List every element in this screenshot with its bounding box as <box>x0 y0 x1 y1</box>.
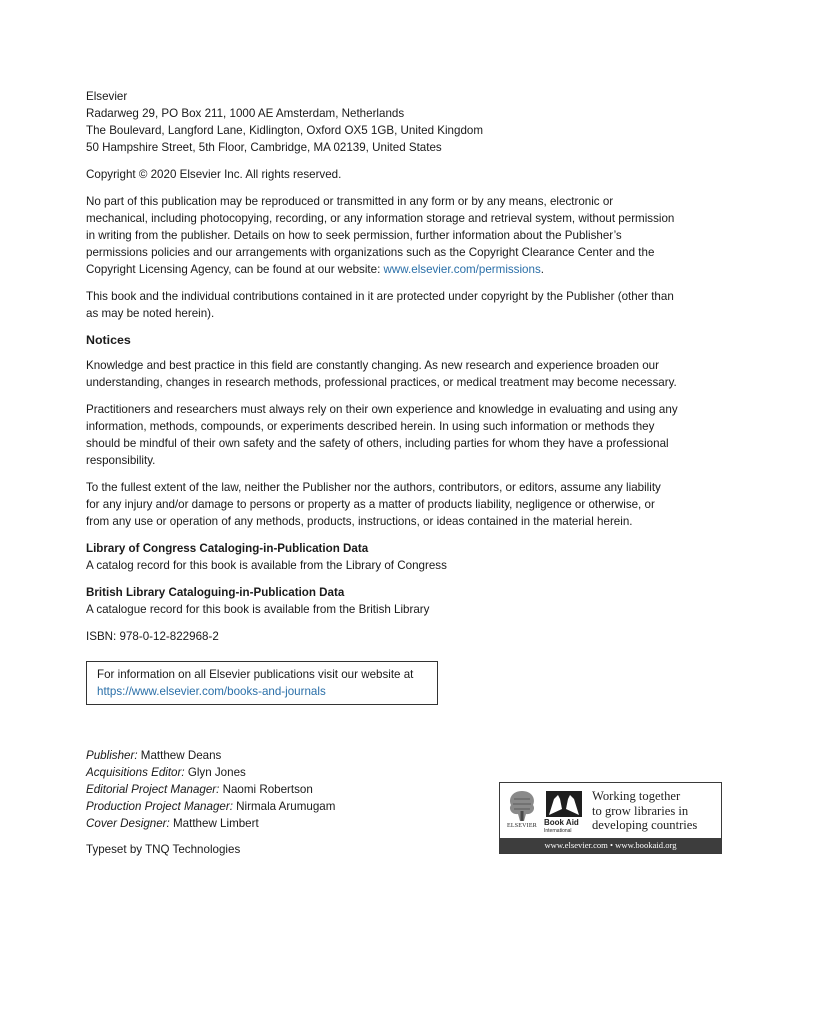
copyright-page <box>86 88 726 705</box>
credit-name: Glyn Jones <box>184 766 246 779</box>
paragraph-line: in writing from the publisher. Details on how to seek permission, further information about the Publisher’s <box>86 229 622 242</box>
credit-name: Naomi Robertson <box>219 783 313 796</box>
publisher-address-block <box>86 88 726 156</box>
loc-cip-heading: Library of Congress Cataloging-in-Publication Data <box>86 542 369 555</box>
address-line: 50 Hampshire Street, 5th Floor, Cambridge, MA 02139, United States <box>86 141 442 154</box>
paragraph-line: information, methods, compounds, or experiments described herein. In using such information or methods they <box>86 420 655 433</box>
paragraph-line: Knowledge and best practice in this field are constantly changing. As new research and experience broaden our <box>86 359 659 372</box>
credit-line <box>86 798 335 815</box>
credit-name: Nirmala Arumugam <box>232 800 336 813</box>
paragraph-line: responsibility. <box>86 454 156 467</box>
notices-paragraph-2 <box>86 401 726 469</box>
publisher-name: Elsevier <box>86 90 128 103</box>
credit-line <box>86 815 335 832</box>
notices-paragraph-3 <box>86 479 726 530</box>
bl-cip-block <box>86 584 726 618</box>
paragraph-line: This book and the individual contributions contained in it are protected under copyright by the Publisher (other than <box>86 290 674 303</box>
credit-name: Matthew Deans <box>137 749 222 762</box>
credit-role: Publisher: <box>86 749 138 762</box>
slogan-line: Working together <box>592 789 681 803</box>
link-prefix-text: Copyright Licensing Agency, can be found at our website: <box>86 263 384 276</box>
paragraph-line: understanding, changes in research methods, professional practices, or medical treatment may become necessary. <box>86 376 677 389</box>
credit-role: Acquisitions Editor: <box>86 766 185 779</box>
credit-line <box>86 764 335 781</box>
paragraph-line: from any use or operation of any methods, products, instructions, or ideas contained in the material herein. <box>86 515 633 528</box>
copyright-notice: Copyright © 2020 Elsevier Inc. All rights reserved. <box>86 168 342 181</box>
elsevier-label: ELSEVIER <box>507 823 537 829</box>
book-aid-sub-label: International <box>544 828 572 834</box>
credit-role: Production Project Manager: <box>86 800 233 813</box>
book-aid-logo-top <box>500 783 721 838</box>
credit-line <box>86 781 335 798</box>
link-suffix-text: . <box>540 263 544 276</box>
address-line: The Boulevard, Langford Lane, Kidlington, Oxford OX5 1GB, United Kingdom <box>86 124 484 137</box>
paragraph-line: should be mindful of their own safety and the safety of others, including parties for whom they have a professional <box>86 437 669 450</box>
book-aid-label: Book Aid <box>544 818 579 827</box>
book-aid-footer: www.elsevier.com • www.bookaid.org <box>500 838 721 853</box>
notices-paragraph-1 <box>86 357 726 391</box>
bl-cip-heading: British Library Cataloguing-in-Publication Data <box>86 586 345 599</box>
slogan-line: developing countries <box>592 818 698 832</box>
credit-line <box>86 747 335 764</box>
typeset-credit: Typeset by TNQ Technologies <box>86 843 241 856</box>
info-box-text: For information on all Elsevier publications visit our website at <box>97 668 414 681</box>
book-aid-slogan <box>592 789 697 833</box>
loc-cip-text: A catalog record for this book is available from the Library of Congress <box>86 559 447 572</box>
loc-cip-block <box>86 540 726 574</box>
paragraph-line: for any injury and/or damage to persons or property as a matter of products liability, negligence or otherwise, or <box>86 498 655 511</box>
paragraph-line: permissions policies and our arrangements with organizations such as the Copyright Clearance Center and the <box>86 246 655 259</box>
paragraph-line: Practitioners and researchers must always rely on their own experience and knowledge in evaluating and using any <box>86 403 678 416</box>
book-aid-logo <box>499 782 722 854</box>
slogan-line: to grow libraries in <box>592 803 689 818</box>
isbn: ISBN: 978-0-12-822968-2 <box>86 630 219 643</box>
paragraph-line: No part of this publication may be reproduced or transmitted in any form or by any means, electronic or <box>86 195 614 208</box>
books-and-journals-link[interactable]: https://www.elsevier.com/books-and-journals <box>97 685 326 698</box>
info-box <box>86 661 438 705</box>
bl-cip-text: A catalogue record for this book is available from the British Library <box>86 603 430 616</box>
credit-role: Editorial Project Manager: <box>86 783 220 796</box>
paragraph-line <box>86 261 726 278</box>
notices-heading: Notices <box>86 333 131 347</box>
paragraph-line: To the fullest extent of the law, neither the Publisher nor the authors, contributors, or editors, assume any liability <box>86 481 661 494</box>
permissions-paragraph <box>86 193 726 278</box>
permissions-link[interactable]: www.elsevier.com/permissions <box>383 263 541 276</box>
address-line: Radarweg 29, PO Box 211, 1000 AE Amsterdam, Netherlands <box>86 107 405 120</box>
protection-paragraph <box>86 288 726 322</box>
credit-name: Matthew Limbert <box>169 817 259 830</box>
credit-role: Cover Designer: <box>86 817 170 830</box>
paragraph-line: as may be noted herein). <box>86 307 215 320</box>
paragraph-line: mechanical, including photocopying, recording, or any information storage and retrieval system, without permission <box>86 212 675 225</box>
credits-block <box>86 747 335 832</box>
